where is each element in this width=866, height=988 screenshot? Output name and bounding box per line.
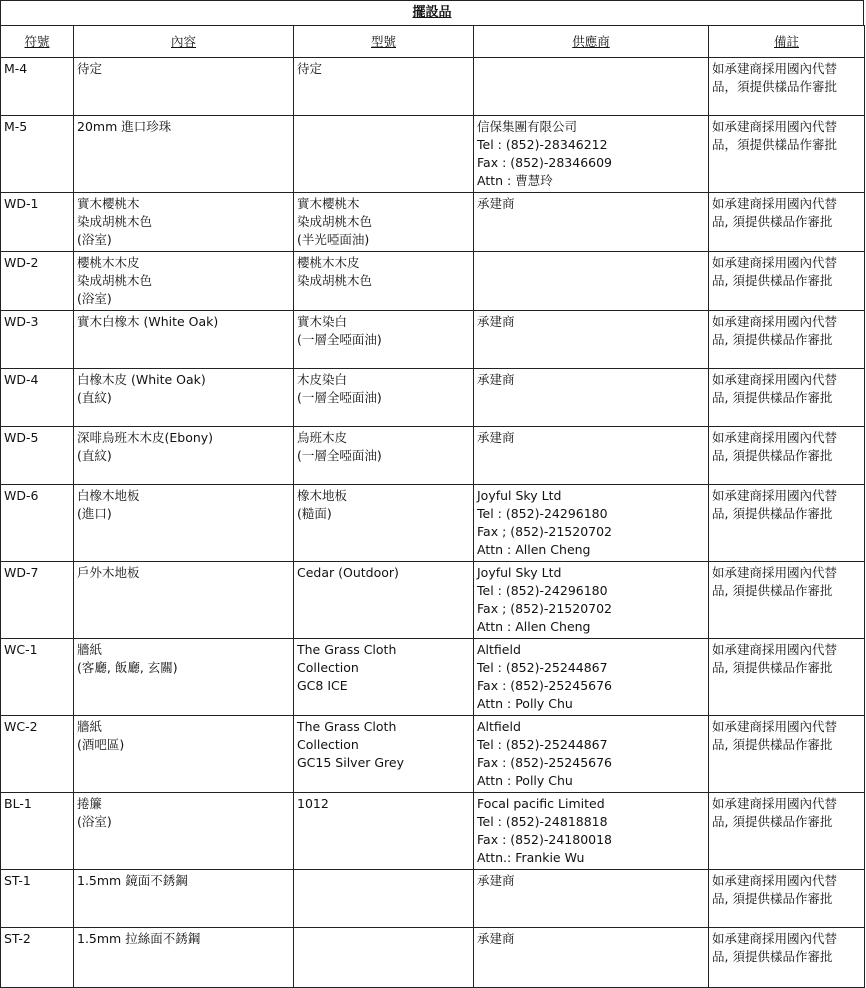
cell-content-line: 1.5mm 鏡面不銹鋼 (77, 873, 188, 888)
cell-remark-line: 如承建商採用國內代替 (712, 642, 838, 657)
cell-content-line: (浴室) (77, 814, 112, 829)
cell-content-line: (浴室) (77, 291, 112, 306)
cell-model-line: GC8 ICE (297, 678, 348, 693)
cell-model (294, 58, 474, 116)
table-row (1, 193, 865, 252)
cell-content (74, 427, 294, 485)
table-row (1, 311, 865, 369)
cell-remark-line: 品, 須提供樣品作審批 (712, 737, 833, 752)
cell-supplier-line: 承建商 (477, 314, 515, 329)
header-code (1, 26, 74, 58)
cell-model-line: 染成胡桃木色 (297, 214, 373, 229)
cell-supplier-line: Tel : (852)-25244867 (477, 660, 608, 675)
cell-code (1, 427, 74, 485)
cell-model-line: (半光啞面油) (297, 232, 370, 247)
header-content (74, 26, 294, 58)
cell-code (1, 870, 74, 928)
cell-content (74, 562, 294, 639)
cell-content (74, 193, 294, 252)
cell-content-line: (酒吧區) (77, 737, 125, 752)
cell-remark-line: 品，須提供樣品作審批 (712, 137, 838, 152)
specification-table (0, 25, 865, 988)
cell-remark (709, 928, 865, 988)
cell-content (74, 639, 294, 716)
cell-model-line: 實木染白 (297, 314, 348, 329)
cell-code-line: ST-1 (4, 873, 31, 888)
cell-remark-line: 如承建商採用國內代替 (712, 565, 838, 580)
cell-code-line: WD-6 (4, 488, 39, 503)
cell-supplier-line: 承建商 (477, 931, 515, 946)
cell-content-line: 牆紙 (77, 719, 103, 734)
cell-model-line: The Grass Cloth (297, 719, 397, 734)
cell-supplier-line: Tel : (852)-25244867 (477, 737, 608, 752)
title-text: 擺設品 (412, 5, 452, 20)
cell-code-line: M-5 (4, 119, 28, 134)
cell-model (294, 870, 474, 928)
table-row (1, 928, 865, 988)
cell-content-line: 白橡木皮 (White Oak) (77, 372, 206, 387)
cell-supplier-line: 承建商 (477, 430, 515, 445)
cell-remark-line: 如承建商採用國內代替 (712, 488, 838, 503)
cell-code-line: WC-2 (4, 719, 38, 734)
cell-model-line: (一層全啞面油) (297, 390, 382, 405)
cell-model-line: 待定 (297, 61, 323, 76)
cell-remark-line: 如承建商採用國內代替 (712, 873, 838, 888)
cell-code-line: WD-3 (4, 314, 39, 329)
cell-supplier-line: Joyful Sky Ltd (477, 565, 562, 580)
cell-remark-line: 如承建商採用國內代替 (712, 430, 838, 445)
cell-content (74, 369, 294, 427)
cell-model-line: GC15 Silver Grey (297, 755, 405, 770)
table-row (1, 116, 865, 193)
cell-supplier-line: 承建商 (477, 873, 515, 888)
cell-content-line: 染成胡桃木色 (77, 214, 153, 229)
cell-remark (709, 252, 865, 311)
cell-model (294, 311, 474, 369)
cell-supplier (474, 427, 709, 485)
cell-content-line: 待定 (77, 61, 103, 76)
cell-supplier-line: Fax : (852)-25245676 (477, 678, 613, 693)
cell-supplier-line: Altfield (477, 642, 521, 657)
cell-model (294, 562, 474, 639)
cell-model-line: 1012 (297, 796, 329, 811)
cell-content-line: (浴室) (77, 232, 112, 247)
cell-content (74, 116, 294, 193)
cell-content-line: 深啡烏班木木皮(Ebony) (77, 430, 214, 445)
cell-model (294, 193, 474, 252)
cell-remark-line: 品, 須提供樣品作審批 (712, 583, 833, 598)
cell-content-line: 白橡木地板 (77, 488, 140, 503)
cell-model-line: 實木櫻桃木 (297, 196, 360, 211)
cell-supplier-line: Tel : (852)-24296180 (477, 583, 608, 598)
cell-supplier (474, 639, 709, 716)
cell-content (74, 58, 294, 116)
header-code-label: 符號 (24, 33, 50, 49)
cell-remark-line: 品, 須提供樣品作審批 (712, 214, 833, 229)
cell-model (294, 928, 474, 988)
table-row (1, 427, 865, 485)
cell-model-line: 染成胡桃木色 (297, 273, 373, 288)
cell-remark (709, 311, 865, 369)
cell-model (294, 369, 474, 427)
cell-supplier (474, 793, 709, 870)
table-row (1, 716, 865, 793)
cell-remark-line: 品, 須提供樣品作審批 (712, 814, 833, 829)
cell-supplier-line: Joyful Sky Ltd (477, 488, 562, 503)
cell-content (74, 870, 294, 928)
cell-remark (709, 562, 865, 639)
cell-model (294, 485, 474, 562)
cell-code (1, 793, 74, 870)
cell-supplier (474, 58, 709, 116)
cell-remark-line: 如承建商採用國內代替 (712, 931, 838, 946)
document-title (0, 0, 864, 26)
table-row (1, 562, 865, 639)
cell-model-line: Collection (297, 660, 359, 675)
table-body (1, 58, 865, 988)
cell-remark-line: 如承建商採用國內代替 (712, 372, 838, 387)
cell-content (74, 716, 294, 793)
cell-code-line: ST-2 (4, 931, 31, 946)
cell-content-line: 1.5mm 拉絲面不銹鋼 (77, 931, 201, 946)
cell-code-line: BL-1 (4, 796, 32, 811)
cell-supplier-line: Attn : Polly Chu (477, 696, 573, 711)
cell-content-line: 實木櫻桃木 (77, 196, 140, 211)
cell-supplier (474, 485, 709, 562)
cell-model-line: 櫻桃木木皮 (297, 255, 360, 270)
cell-model-line: Collection (297, 737, 359, 752)
cell-content (74, 928, 294, 988)
cell-remark (709, 716, 865, 793)
cell-remark-line: 品, 須提供樣品作審批 (712, 448, 833, 463)
cell-content (74, 252, 294, 311)
cell-content-line: 20mm 進口珍珠 (77, 119, 172, 134)
cell-supplier (474, 252, 709, 311)
cell-code-line: WD-1 (4, 196, 39, 211)
cell-supplier (474, 716, 709, 793)
table-row (1, 369, 865, 427)
cell-code-line: WD-7 (4, 565, 39, 580)
header-remark (709, 26, 865, 58)
table-row (1, 485, 865, 562)
cell-remark (709, 369, 865, 427)
cell-model-line: 橡木地板 (297, 488, 348, 503)
cell-content-line: (直紋) (77, 448, 112, 463)
cell-supplier-line: Fax : (852)-24180018 (477, 832, 613, 847)
cell-supplier (474, 928, 709, 988)
cell-content-line: 戶外木地板 (77, 565, 140, 580)
cell-content-line: 櫻桃木木皮 (77, 255, 140, 270)
cell-supplier-line: Fax ; (852)-21520702 (477, 601, 613, 616)
cell-remark-line: 品, 須提供樣品作審批 (712, 332, 833, 347)
cell-model (294, 793, 474, 870)
cell-remark (709, 193, 865, 252)
cell-remark (709, 639, 865, 716)
header-supplier-label: 供應商 (572, 33, 610, 49)
cell-model-line: (糙面) (297, 506, 332, 521)
cell-supplier (474, 562, 709, 639)
cell-content (74, 793, 294, 870)
cell-code (1, 485, 74, 562)
header-supplier (474, 26, 709, 58)
cell-code-line: WC-1 (4, 642, 38, 657)
cell-code (1, 193, 74, 252)
cell-supplier-line: 承建商 (477, 372, 515, 387)
cell-content-line: 染成胡桃木色 (77, 273, 153, 288)
cell-model (294, 716, 474, 793)
cell-supplier-line: 信保集團有限公司 (477, 119, 578, 134)
cell-supplier-line: Attn : Allen Cheng (477, 619, 591, 634)
cell-code (1, 562, 74, 639)
cell-content-line: 捲簾 (77, 796, 103, 811)
cell-supplier-line: Fax ; (852)-21520702 (477, 524, 613, 539)
cell-model (294, 116, 474, 193)
cell-code (1, 311, 74, 369)
table-row (1, 58, 865, 116)
cell-model-line: The Grass Cloth (297, 642, 397, 657)
cell-supplier-line: Tel : (852)-24296180 (477, 506, 608, 521)
cell-code-line: WD-4 (4, 372, 39, 387)
cell-model-line: 木皮染白 (297, 372, 348, 387)
cell-remark-line: 品, 須提供樣品作審批 (712, 506, 833, 521)
cell-supplier (474, 311, 709, 369)
cell-remark-line: 如承建商採用國內代替 (712, 255, 838, 270)
cell-supplier-line: Tel : (852)-24818818 (477, 814, 608, 829)
cell-model-line: 烏班木皮 (297, 430, 348, 445)
cell-supplier (474, 116, 709, 193)
cell-code-line: M-4 (4, 61, 28, 76)
header-model-label: 型號 (370, 33, 396, 49)
cell-supplier-line: 承建商 (477, 196, 515, 211)
cell-code-line: WD-5 (4, 430, 39, 445)
cell-model (294, 639, 474, 716)
header-remark-label: 備註 (773, 33, 799, 49)
cell-content-line: (客廳, 飯廳, 玄關) (77, 660, 178, 675)
cell-supplier (474, 193, 709, 252)
header-row (1, 26, 865, 58)
cell-code (1, 369, 74, 427)
cell-supplier-line: Attn.: Frankie Wu (477, 850, 585, 865)
cell-supplier (474, 369, 709, 427)
cell-supplier-line: Fax : (852)-28346609 (477, 155, 613, 170)
cell-remark-line: 如承建商採用國內代替 (712, 719, 838, 734)
cell-supplier-line: Attn : 曹慧玲 (477, 173, 553, 188)
cell-code (1, 252, 74, 311)
header-content-label: 內容 (170, 33, 196, 49)
cell-remark-line: 品, 須提供樣品作審批 (712, 949, 833, 964)
cell-content-line: 實木白橡木 (White Oak) (77, 314, 219, 329)
cell-remark (709, 58, 865, 116)
cell-content (74, 485, 294, 562)
cell-model (294, 427, 474, 485)
cell-supplier-line: Attn : Polly Chu (477, 773, 573, 788)
cell-supplier-line: Altfield (477, 719, 521, 734)
table-row (1, 793, 865, 870)
cell-remark-line: 品, 須提供樣品作審批 (712, 390, 833, 405)
cell-model (294, 252, 474, 311)
cell-remark (709, 793, 865, 870)
cell-supplier (474, 870, 709, 928)
cell-remark-line: 品, 須提供樣品作審批 (712, 660, 833, 675)
cell-remark-line: 如承建商採用國內代替 (712, 61, 838, 76)
cell-supplier-line: Attn : Allen Cheng (477, 542, 591, 557)
cell-model-line: Cedar (Outdoor) (297, 565, 399, 580)
table-row (1, 252, 865, 311)
cell-remark-line: 如承建商採用國內代替 (712, 196, 838, 211)
cell-remark-line: 品, 須提供樣品作審批 (712, 891, 833, 906)
cell-code (1, 716, 74, 793)
cell-remark-line: 品, 須提供樣品作審批 (712, 273, 833, 288)
cell-supplier-line: Fax : (852)-25245676 (477, 755, 613, 770)
table-row (1, 639, 865, 716)
cell-content-line: (進口) (77, 506, 112, 521)
cell-code-line: WD-2 (4, 255, 39, 270)
cell-code (1, 639, 74, 716)
table-row (1, 870, 865, 928)
header-model (294, 26, 474, 58)
cell-model-line: (一層全啞面油) (297, 448, 382, 463)
cell-remark-line: 如承建商採用國內代替 (712, 119, 838, 134)
cell-remark (709, 485, 865, 562)
cell-remark (709, 427, 865, 485)
cell-supplier-line: Focal pacific Limited (477, 796, 605, 811)
cell-content-line: (直紋) (77, 390, 112, 405)
cell-supplier-line: Tel : (852)-28346212 (477, 137, 608, 152)
cell-content-line: 牆紙 (77, 642, 103, 657)
cell-code (1, 928, 74, 988)
cell-remark-line: 如承建商採用國內代替 (712, 314, 838, 329)
cell-remark (709, 116, 865, 193)
cell-code (1, 58, 74, 116)
cell-model-line: (一層全啞面油) (297, 332, 382, 347)
cell-remark-line: 品，須提供樣品作審批 (712, 79, 838, 94)
cell-remark-line: 如承建商採用國內代替 (712, 796, 838, 811)
cell-code (1, 116, 74, 193)
cell-remark (709, 870, 865, 928)
cell-content (74, 311, 294, 369)
